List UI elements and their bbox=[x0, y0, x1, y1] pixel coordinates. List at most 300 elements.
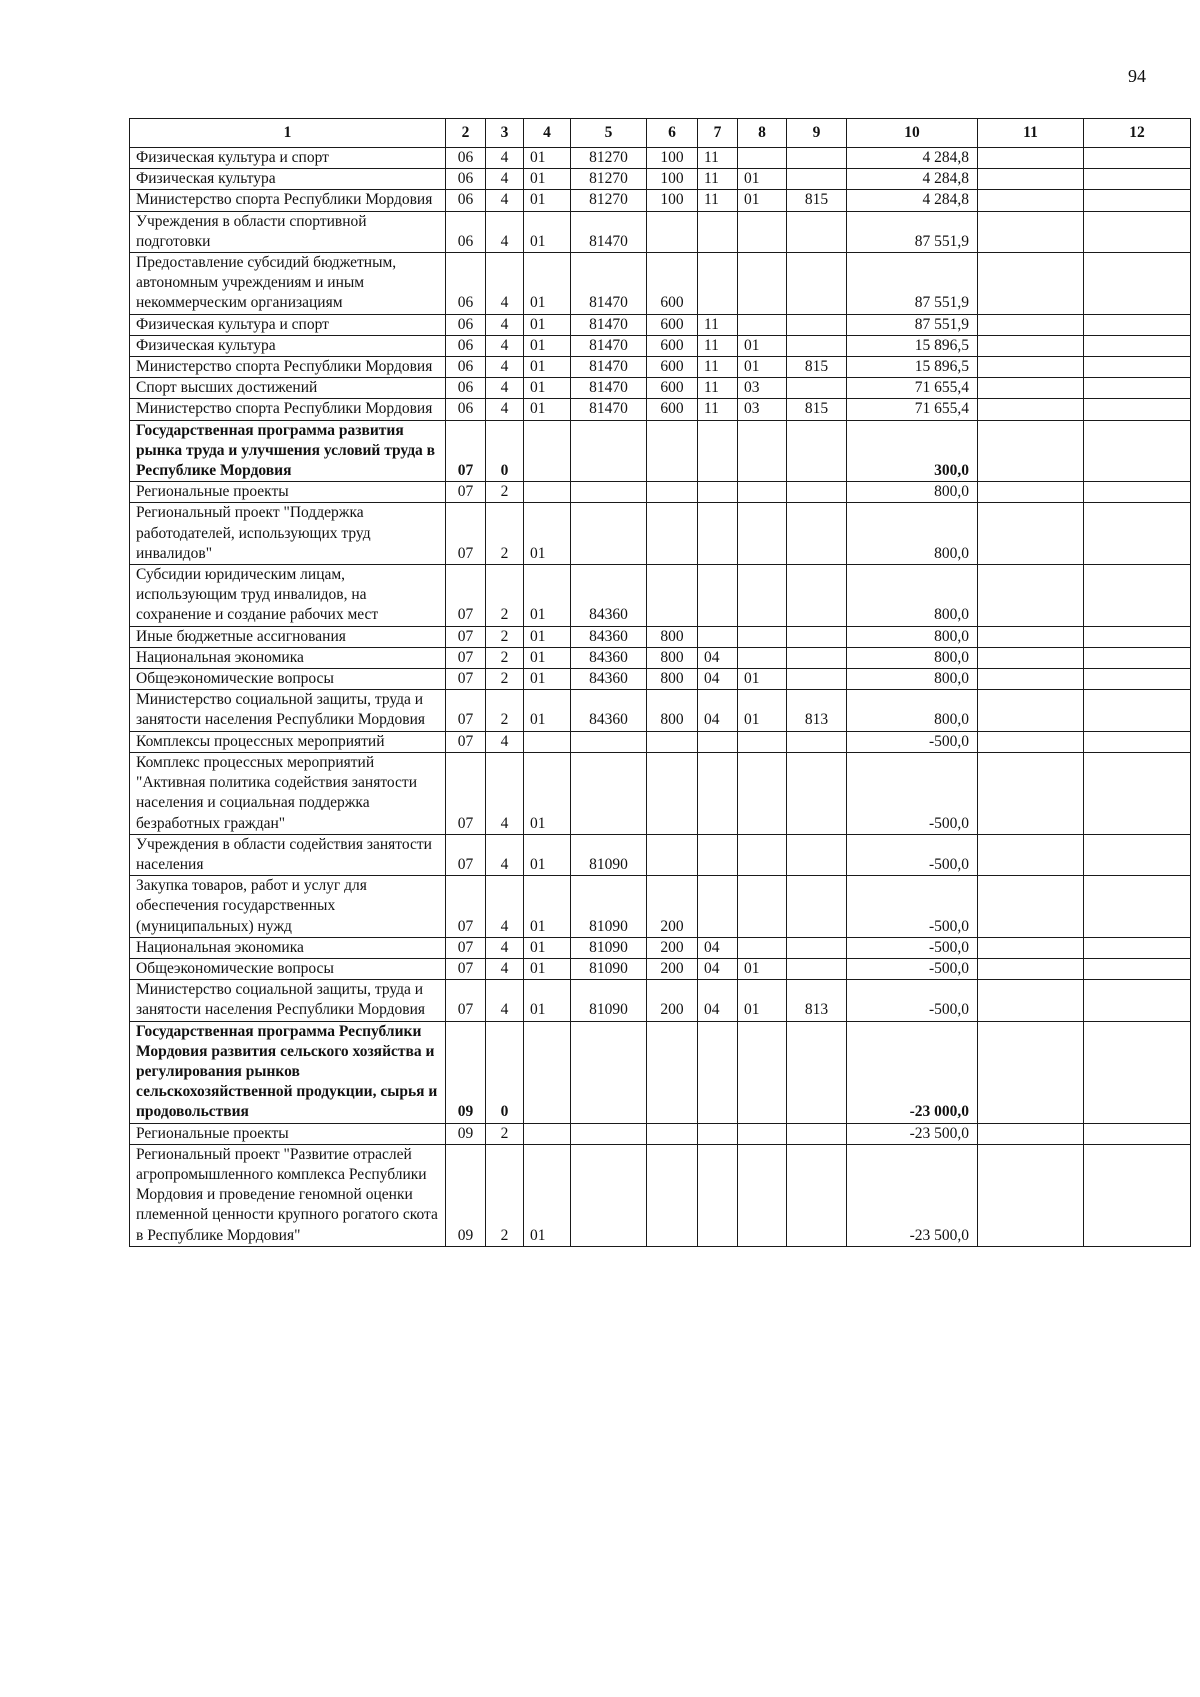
cell-col12 bbox=[1084, 482, 1191, 503]
cell-department-code bbox=[787, 669, 847, 690]
table-row bbox=[130, 690, 1191, 731]
cell-ministry-code: 06 bbox=[446, 314, 486, 335]
cell-item-name: Комплексы процессных мероприятий bbox=[130, 731, 446, 752]
cell-program-type: 4 bbox=[486, 357, 524, 378]
cell-direction-code: 84360 bbox=[571, 669, 647, 690]
cell-subsection-code: 01 bbox=[738, 958, 787, 979]
cell-direction-code: 81090 bbox=[571, 958, 647, 979]
cell-direction-code: 81470 bbox=[571, 357, 647, 378]
table-row bbox=[130, 357, 1191, 378]
cell-section-code: 11 bbox=[698, 399, 738, 420]
cell-section-code: 04 bbox=[698, 690, 738, 731]
cell-item-name: Физическая культура bbox=[130, 335, 446, 356]
cell-amount: 4 284,8 bbox=[847, 169, 978, 190]
cell-item-name: Региональные проекты bbox=[130, 482, 446, 503]
cell-item-name: Предоставление субсидий бюджетным, автономным учреждениям и иным некоммерческим организациям bbox=[130, 253, 446, 315]
cell-program-type: 4 bbox=[486, 190, 524, 211]
cell-section-code: 04 bbox=[698, 669, 738, 690]
cell-direction-code: 84360 bbox=[571, 626, 647, 647]
cell-col12 bbox=[1084, 399, 1191, 420]
cell-program-type: 2 bbox=[486, 669, 524, 690]
column-header: 5 bbox=[571, 119, 647, 148]
cell-col12 bbox=[1084, 876, 1191, 938]
column-header: 11 bbox=[978, 119, 1084, 148]
cell-section-code: 04 bbox=[698, 958, 738, 979]
cell-ministry-code: 07 bbox=[446, 752, 486, 834]
cell-amount: 15 896,5 bbox=[847, 335, 978, 356]
cell-expense-type bbox=[647, 834, 698, 875]
cell-col12 bbox=[1084, 378, 1191, 399]
cell-subsection-code bbox=[738, 731, 787, 752]
cell-col11 bbox=[978, 980, 1084, 1021]
cell-expense-type: 200 bbox=[647, 980, 698, 1021]
cell-expense-type: 800 bbox=[647, 690, 698, 731]
cell-subsection-code bbox=[738, 148, 787, 169]
column-header: 6 bbox=[647, 119, 698, 148]
cell-program-type: 2 bbox=[486, 647, 524, 668]
cell-subprogram-code bbox=[524, 482, 571, 503]
cell-ministry-code: 06 bbox=[446, 399, 486, 420]
table-row bbox=[130, 399, 1191, 420]
cell-subprogram-code: 01 bbox=[524, 190, 571, 211]
cell-item-name: Государственная программа развития рынка труда и улучшения условий труда в Республике Мордовия bbox=[130, 420, 446, 482]
table-row bbox=[130, 647, 1191, 668]
cell-direction-code: 81470 bbox=[571, 253, 647, 315]
cell-item-name: Министерство социальной защиты, труда и занятости населения Республики Мордовия bbox=[130, 980, 446, 1021]
cell-item-name: Физическая культура и спорт bbox=[130, 314, 446, 335]
table-row bbox=[130, 190, 1191, 211]
cell-subsection-code: 03 bbox=[738, 378, 787, 399]
column-header: 8 bbox=[738, 119, 787, 148]
cell-col12 bbox=[1084, 937, 1191, 958]
cell-item-name: Иные бюджетные ассигнования bbox=[130, 626, 446, 647]
cell-program-type: 4 bbox=[486, 335, 524, 356]
cell-amount: 800,0 bbox=[847, 669, 978, 690]
cell-ministry-code: 06 bbox=[446, 335, 486, 356]
cell-department-code bbox=[787, 253, 847, 315]
cell-expense-type: 200 bbox=[647, 937, 698, 958]
cell-subprogram-code: 01 bbox=[524, 752, 571, 834]
cell-direction-code bbox=[571, 1021, 647, 1123]
cell-expense-type: 600 bbox=[647, 378, 698, 399]
cell-item-name: Спорт высших достижений bbox=[130, 378, 446, 399]
cell-amount: 800,0 bbox=[847, 647, 978, 668]
cell-department-code: 813 bbox=[787, 980, 847, 1021]
cell-subsection-code bbox=[738, 482, 787, 503]
cell-expense-type: 100 bbox=[647, 148, 698, 169]
cell-subprogram-code: 01 bbox=[524, 399, 571, 420]
cell-col12 bbox=[1084, 335, 1191, 356]
cell-expense-type: 600 bbox=[647, 399, 698, 420]
cell-department-code bbox=[787, 752, 847, 834]
cell-subprogram-code bbox=[524, 420, 571, 482]
cell-ministry-code: 07 bbox=[446, 834, 486, 875]
column-header: 12 bbox=[1084, 119, 1191, 148]
cell-col11 bbox=[978, 876, 1084, 938]
cell-col11 bbox=[978, 253, 1084, 315]
column-header: 10 bbox=[847, 119, 978, 148]
cell-section-code bbox=[698, 565, 738, 627]
cell-expense-type bbox=[647, 752, 698, 834]
cell-subsection-code bbox=[738, 253, 787, 315]
cell-direction-code bbox=[571, 1144, 647, 1246]
cell-expense-type bbox=[647, 482, 698, 503]
cell-department-code bbox=[787, 335, 847, 356]
cell-col12 bbox=[1084, 958, 1191, 979]
cell-department-code bbox=[787, 958, 847, 979]
cell-expense-type: 600 bbox=[647, 335, 698, 356]
cell-subprogram-code: 01 bbox=[524, 980, 571, 1021]
cell-subprogram-code: 01 bbox=[524, 169, 571, 190]
cell-subsection-code: 03 bbox=[738, 399, 787, 420]
cell-ministry-code: 07 bbox=[446, 420, 486, 482]
cell-amount: -500,0 bbox=[847, 980, 978, 1021]
cell-item-name: Национальная экономика bbox=[130, 937, 446, 958]
cell-ministry-code: 09 bbox=[446, 1123, 486, 1144]
table-row bbox=[130, 253, 1191, 315]
cell-amount: 87 551,9 bbox=[847, 253, 978, 315]
cell-subprogram-code: 01 bbox=[524, 211, 571, 252]
cell-direction-code: 81090 bbox=[571, 937, 647, 958]
cell-department-code: 815 bbox=[787, 357, 847, 378]
cell-col11 bbox=[978, 647, 1084, 668]
cell-section-code bbox=[698, 420, 738, 482]
cell-program-type: 4 bbox=[486, 937, 524, 958]
cell-amount: -500,0 bbox=[847, 731, 978, 752]
cell-direction-code: 81470 bbox=[571, 378, 647, 399]
cell-department-code bbox=[787, 1123, 847, 1144]
cell-col12 bbox=[1084, 1123, 1191, 1144]
cell-subsection-code: 01 bbox=[738, 335, 787, 356]
cell-program-type: 2 bbox=[486, 503, 524, 565]
cell-department-code bbox=[787, 1021, 847, 1123]
cell-subsection-code bbox=[738, 1021, 787, 1123]
cell-amount: 800,0 bbox=[847, 626, 978, 647]
cell-expense-type bbox=[647, 503, 698, 565]
cell-col12 bbox=[1084, 253, 1191, 315]
cell-subprogram-code: 01 bbox=[524, 876, 571, 938]
cell-ministry-code: 07 bbox=[446, 503, 486, 565]
cell-section-code: 11 bbox=[698, 314, 738, 335]
cell-amount: -23 500,0 bbox=[847, 1144, 978, 1246]
cell-department-code bbox=[787, 876, 847, 938]
cell-program-type: 4 bbox=[486, 958, 524, 979]
cell-expense-type bbox=[647, 1123, 698, 1144]
cell-ministry-code: 07 bbox=[446, 565, 486, 627]
cell-amount: 87 551,9 bbox=[847, 211, 978, 252]
cell-section-code: 11 bbox=[698, 357, 738, 378]
cell-direction-code bbox=[571, 503, 647, 565]
table-body bbox=[130, 148, 1191, 1247]
cell-amount: -500,0 bbox=[847, 876, 978, 938]
cell-expense-type bbox=[647, 211, 698, 252]
cell-ministry-code: 07 bbox=[446, 669, 486, 690]
cell-amount: 800,0 bbox=[847, 565, 978, 627]
cell-col12 bbox=[1084, 211, 1191, 252]
cell-col12 bbox=[1084, 190, 1191, 211]
cell-expense-type: 600 bbox=[647, 357, 698, 378]
cell-col12 bbox=[1084, 626, 1191, 647]
cell-direction-code: 81090 bbox=[571, 876, 647, 938]
cell-item-name: Физическая культура и спорт bbox=[130, 148, 446, 169]
cell-item-name: Учреждения в области содействия занятости населения bbox=[130, 834, 446, 875]
cell-subprogram-code: 01 bbox=[524, 335, 571, 356]
cell-section-code: 11 bbox=[698, 148, 738, 169]
cell-amount: -500,0 bbox=[847, 834, 978, 875]
cell-section-code bbox=[698, 211, 738, 252]
cell-col12 bbox=[1084, 357, 1191, 378]
cell-col11 bbox=[978, 190, 1084, 211]
cell-subsection-code bbox=[738, 876, 787, 938]
cell-section-code bbox=[698, 1021, 738, 1123]
cell-amount: -500,0 bbox=[847, 937, 978, 958]
cell-amount: 71 655,4 bbox=[847, 399, 978, 420]
cell-direction-code bbox=[571, 482, 647, 503]
cell-col12 bbox=[1084, 565, 1191, 627]
cell-item-name: Физическая культура bbox=[130, 169, 446, 190]
cell-subprogram-code: 01 bbox=[524, 357, 571, 378]
column-header: 9 bbox=[787, 119, 847, 148]
cell-department-code: 815 bbox=[787, 190, 847, 211]
cell-item-name: Министерство спорта Республики Мордовия bbox=[130, 399, 446, 420]
cell-program-type: 4 bbox=[486, 834, 524, 875]
cell-item-name: Государственная программа Республики Мордовия развития сельского хозяйства и регулирования рынков сельскохозяйственной продукции, сырья и продовольствия bbox=[130, 1021, 446, 1123]
cell-section-code bbox=[698, 482, 738, 503]
cell-expense-type bbox=[647, 565, 698, 627]
cell-program-type: 4 bbox=[486, 211, 524, 252]
cell-item-name: Региональный проект "Развитие отраслей агропромышленного комплекса Республики Мордовия и проведение геномной оценки племенной ценности крупного рогатого скота в Республике Мордовия" bbox=[130, 1144, 446, 1246]
cell-amount: 800,0 bbox=[847, 690, 978, 731]
table-row bbox=[130, 335, 1191, 356]
cell-department-code: 815 bbox=[787, 399, 847, 420]
cell-program-type: 2 bbox=[486, 1123, 524, 1144]
cell-subprogram-code bbox=[524, 1123, 571, 1144]
cell-subprogram-code: 01 bbox=[524, 937, 571, 958]
cell-department-code bbox=[787, 482, 847, 503]
cell-item-name: Министерство спорта Республики Мордовия bbox=[130, 357, 446, 378]
cell-subprogram-code: 01 bbox=[524, 314, 571, 335]
cell-subsection-code bbox=[738, 647, 787, 668]
cell-col11 bbox=[978, 752, 1084, 834]
cell-section-code bbox=[698, 253, 738, 315]
cell-col11 bbox=[978, 1123, 1084, 1144]
cell-col12 bbox=[1084, 420, 1191, 482]
cell-section-code bbox=[698, 1123, 738, 1144]
table-row bbox=[130, 626, 1191, 647]
cell-col12 bbox=[1084, 690, 1191, 731]
cell-col12 bbox=[1084, 980, 1191, 1021]
cell-subprogram-code: 01 bbox=[524, 148, 571, 169]
table-row bbox=[130, 169, 1191, 190]
header-row bbox=[130, 119, 1191, 148]
table-row bbox=[130, 1021, 1191, 1123]
cell-ministry-code: 07 bbox=[446, 731, 486, 752]
cell-ministry-code: 09 bbox=[446, 1144, 486, 1246]
cell-subprogram-code: 01 bbox=[524, 690, 571, 731]
cell-section-code: 11 bbox=[698, 190, 738, 211]
table-row bbox=[130, 314, 1191, 335]
cell-department-code bbox=[787, 565, 847, 627]
cell-department-code bbox=[787, 834, 847, 875]
cell-subsection-code bbox=[738, 211, 787, 252]
cell-section-code bbox=[698, 626, 738, 647]
cell-col12 bbox=[1084, 669, 1191, 690]
cell-expense-type: 200 bbox=[647, 958, 698, 979]
cell-item-name: Закупка товаров, работ и услуг для обеспечения государственных (муниципальных) нужд bbox=[130, 876, 446, 938]
cell-col11 bbox=[978, 1144, 1084, 1246]
cell-col12 bbox=[1084, 1144, 1191, 1246]
cell-direction-code: 81090 bbox=[571, 980, 647, 1021]
cell-department-code bbox=[787, 647, 847, 668]
cell-expense-type: 100 bbox=[647, 190, 698, 211]
cell-subsection-code bbox=[738, 314, 787, 335]
cell-expense-type: 200 bbox=[647, 876, 698, 938]
cell-col11 bbox=[978, 420, 1084, 482]
cell-amount: 15 896,5 bbox=[847, 357, 978, 378]
cell-col11 bbox=[978, 357, 1084, 378]
cell-direction-code: 81270 bbox=[571, 190, 647, 211]
cell-program-type: 4 bbox=[486, 752, 524, 834]
cell-subprogram-code: 01 bbox=[524, 378, 571, 399]
cell-ministry-code: 06 bbox=[446, 253, 486, 315]
cell-item-name: Региональный проект "Поддержка работодателей, использующих труд инвалидов" bbox=[130, 503, 446, 565]
cell-direction-code: 81470 bbox=[571, 399, 647, 420]
cell-col11 bbox=[978, 169, 1084, 190]
cell-col12 bbox=[1084, 1021, 1191, 1123]
cell-ministry-code: 06 bbox=[446, 190, 486, 211]
cell-subprogram-code: 01 bbox=[524, 503, 571, 565]
cell-subsection-code: 01 bbox=[738, 669, 787, 690]
cell-department-code bbox=[787, 148, 847, 169]
cell-program-type: 2 bbox=[486, 1144, 524, 1246]
cell-direction-code: 81470 bbox=[571, 335, 647, 356]
cell-item-name: Министерство спорта Республики Мордовия bbox=[130, 190, 446, 211]
cell-direction-code bbox=[571, 420, 647, 482]
cell-col11 bbox=[978, 565, 1084, 627]
table-row bbox=[130, 958, 1191, 979]
cell-direction-code bbox=[571, 731, 647, 752]
cell-ministry-code: 06 bbox=[446, 148, 486, 169]
cell-amount: -500,0 bbox=[847, 958, 978, 979]
cell-col11 bbox=[978, 834, 1084, 875]
cell-program-type: 4 bbox=[486, 378, 524, 399]
cell-subsection-code bbox=[738, 1123, 787, 1144]
cell-subprogram-code: 01 bbox=[524, 1144, 571, 1246]
cell-subsection-code bbox=[738, 565, 787, 627]
cell-col11 bbox=[978, 335, 1084, 356]
cell-item-name: Комплекс процессных мероприятий "Активная политика содействия занятости населения и социальная поддержка безработных граждан" bbox=[130, 752, 446, 834]
table-row bbox=[130, 980, 1191, 1021]
cell-section-code bbox=[698, 834, 738, 875]
cell-section-code bbox=[698, 752, 738, 834]
cell-direction-code: 84360 bbox=[571, 647, 647, 668]
cell-subsection-code: 01 bbox=[738, 690, 787, 731]
cell-subprogram-code: 01 bbox=[524, 626, 571, 647]
cell-direction-code: 84360 bbox=[571, 690, 647, 731]
table-row bbox=[130, 148, 1191, 169]
cell-subprogram-code: 01 bbox=[524, 669, 571, 690]
cell-col11 bbox=[978, 211, 1084, 252]
cell-ministry-code: 07 bbox=[446, 876, 486, 938]
cell-expense-type bbox=[647, 420, 698, 482]
cell-program-type: 4 bbox=[486, 314, 524, 335]
cell-item-name: Общеэкономические вопросы bbox=[130, 669, 446, 690]
cell-ministry-code: 06 bbox=[446, 169, 486, 190]
cell-col12 bbox=[1084, 752, 1191, 834]
cell-col12 bbox=[1084, 834, 1191, 875]
cell-ministry-code: 07 bbox=[446, 647, 486, 668]
cell-col11 bbox=[978, 626, 1084, 647]
table-row bbox=[130, 503, 1191, 565]
cell-amount: 4 284,8 bbox=[847, 148, 978, 169]
cell-ministry-code: 07 bbox=[446, 690, 486, 731]
table-row bbox=[130, 565, 1191, 627]
budget-table bbox=[129, 118, 1191, 1247]
cell-subprogram-code bbox=[524, 1021, 571, 1123]
cell-ministry-code: 09 bbox=[446, 1021, 486, 1123]
cell-subsection-code bbox=[738, 834, 787, 875]
cell-subsection-code bbox=[738, 937, 787, 958]
table-row bbox=[130, 420, 1191, 482]
cell-direction-code: 81090 bbox=[571, 834, 647, 875]
cell-col12 bbox=[1084, 503, 1191, 565]
cell-subsection-code: 01 bbox=[738, 980, 787, 1021]
cell-ministry-code: 07 bbox=[446, 626, 486, 647]
cell-direction-code: 81270 bbox=[571, 148, 647, 169]
cell-expense-type: 800 bbox=[647, 626, 698, 647]
cell-department-code bbox=[787, 626, 847, 647]
cell-section-code: 04 bbox=[698, 980, 738, 1021]
table-row bbox=[130, 752, 1191, 834]
cell-program-type: 4 bbox=[486, 169, 524, 190]
cell-ministry-code: 07 bbox=[446, 958, 486, 979]
cell-expense-type bbox=[647, 731, 698, 752]
cell-ministry-code: 06 bbox=[446, 357, 486, 378]
table-row bbox=[130, 731, 1191, 752]
cell-direction-code: 81270 bbox=[571, 169, 647, 190]
cell-program-type: 2 bbox=[486, 565, 524, 627]
cell-col12 bbox=[1084, 731, 1191, 752]
cell-section-code: 04 bbox=[698, 647, 738, 668]
table-row bbox=[130, 211, 1191, 252]
cell-ministry-code: 06 bbox=[446, 211, 486, 252]
cell-department-code: 813 bbox=[787, 690, 847, 731]
cell-col12 bbox=[1084, 647, 1191, 668]
cell-expense-type: 600 bbox=[647, 253, 698, 315]
cell-section-code bbox=[698, 1144, 738, 1246]
table-row bbox=[130, 1144, 1191, 1246]
cell-direction-code: 84360 bbox=[571, 565, 647, 627]
cell-ministry-code: 07 bbox=[446, 980, 486, 1021]
cell-amount: 87 551,9 bbox=[847, 314, 978, 335]
cell-col12 bbox=[1084, 148, 1191, 169]
cell-subsection-code bbox=[738, 1144, 787, 1246]
cell-department-code bbox=[787, 937, 847, 958]
column-header: 3 bbox=[486, 119, 524, 148]
cell-col11 bbox=[978, 669, 1084, 690]
cell-program-type: 4 bbox=[486, 399, 524, 420]
cell-amount: -23 500,0 bbox=[847, 1123, 978, 1144]
cell-col11 bbox=[978, 1021, 1084, 1123]
cell-section-code: 11 bbox=[698, 335, 738, 356]
cell-subprogram-code: 01 bbox=[524, 647, 571, 668]
cell-amount: 300,0 bbox=[847, 420, 978, 482]
cell-col11 bbox=[978, 937, 1084, 958]
cell-program-type: 0 bbox=[486, 420, 524, 482]
cell-col12 bbox=[1084, 169, 1191, 190]
cell-subsection-code bbox=[738, 420, 787, 482]
cell-subsection-code bbox=[738, 503, 787, 565]
